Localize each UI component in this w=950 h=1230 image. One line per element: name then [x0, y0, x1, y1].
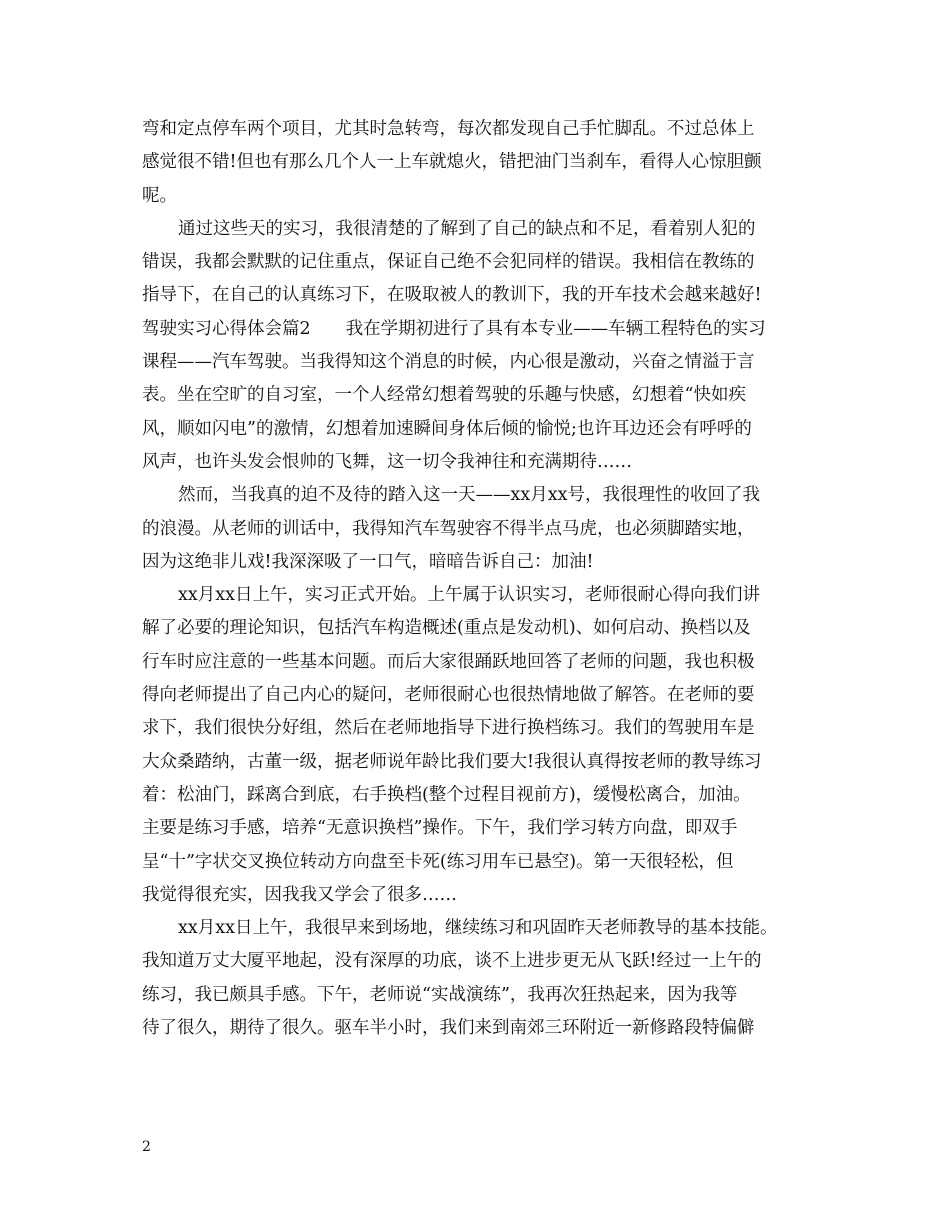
- text-line: 课程——汽车驾驶。当我得知这个消息的时候，内心很是激动，兴奋之情溢于言: [142, 352, 755, 373]
- text-line: 主要是练习手感，培养“无意识换档”操作。下午，我们学习转方向盘，即双手: [142, 818, 738, 839]
- text-line: 感觉很不错!但也有那么几个人一上车就熄火，错把油门当刹车，看得人心惊胆颤: [142, 152, 762, 173]
- text-line: 我知道万丈大厦平地起，没有深厚的功底，谈不上进步更无从飞跃!经过一上午的: [142, 951, 762, 972]
- text-line: 错误，我都会默默的记住重点，保证自己绝不会犯同样的错误。我相信在教练的: [142, 252, 755, 273]
- text-line: 表。坐在空旷的自习室，一个人经常幻想着驾驶的乐趣与快感，幻想着“快如疾: [142, 385, 746, 406]
- text-line: 大众桑踏纳，古董一级，据老师说年龄比我们要大!我很认真得按老师的教导练习: [142, 751, 762, 772]
- body-text: [142, 113, 812, 1045]
- text-line: 行车时应注意的一些基本问题。而后大家很踊跃地回答了老师的问题，我也积极: [142, 651, 755, 672]
- paragraph-start-line: xx月xx日上午，实习正式开始。上午属于认识实习，老师很耐心得向我们讲: [178, 585, 760, 606]
- text-line: 风，顺如闪电”的激情，幻想着加速瞬间身体后倾的愉悦;也许耳边还会有呼呼的: [142, 418, 752, 439]
- text-line: 我觉得很充实，因我我又学会了很多……: [142, 884, 457, 905]
- text-line: 求下，我们很快分好组，然后在老师地指导下进行换档练习。我们的驾驶用车是: [142, 718, 755, 739]
- text-line: 呢。: [142, 185, 177, 206]
- paragraph-start-line: 通过这些天的实习，我很清楚的了解到了自己的缺点和不足，看着别人犯的: [178, 218, 756, 239]
- text-line: 解了必要的理论知识，包括汽车构造概述(重点是发动机)、如何启动、换档以及: [142, 618, 751, 639]
- text-line: 待了很久，期待了很久。驱车半小时，我们来到南郊三环附近一新修路段特偏僻: [142, 1018, 755, 1039]
- section-heading-line: 驾驶实习心得体会篇2 我在学期初进行了具有本专业——车辆工程特色的实习: [142, 318, 766, 339]
- text-line: 的浪漫。从老师的训话中，我得知汽车驾驶容不得半点马虎，也必须脚踏实地，: [142, 518, 755, 539]
- paragraph-start-line: xx月xx日上午，我很早来到场地，继续练习和巩固昨天老师教导的基本技能。: [178, 918, 778, 939]
- text-line: 练习，我已颇具手感。下午，老师说“实战演练”，我再次狂热起来，因为我等: [142, 984, 738, 1005]
- text-line: 弯和定点停车两个项目，尤其时急转弯，每次都发现自己手忙脚乱。不过总体上: [142, 119, 755, 139]
- text-line: 指导下，在自己的认真练习下，在吸取被人的教训下，我的开车技术会越来越好!: [142, 285, 762, 306]
- text-line: 得向老师提出了自己内心的疑问，老师很耐心也很热情地做了解答。在老师的要: [142, 685, 755, 706]
- text-line: 呈“十”字状交叉换位转动方向盘至卡死(练习用车已悬空)。第一天很轻松，但: [142, 851, 734, 872]
- text-line: 着：松油门，踩离合到底，右手换档(整个过程目视前方)，缓慢松离合，加油。: [142, 784, 751, 805]
- text-line: 风声，也许头发会恨帅的飞舞，这一切令我神往和充满期待……: [142, 451, 632, 472]
- page-number: 2: [142, 1139, 151, 1155]
- paragraph-start-line: 然而，当我真的迫不及待的踏入这一天——xx月xx号，我很理性的收回了我: [178, 485, 760, 506]
- text-line: 因为这绝非儿戏!我深深吸了一口气，暗暗告诉自己：加油!: [142, 551, 594, 572]
